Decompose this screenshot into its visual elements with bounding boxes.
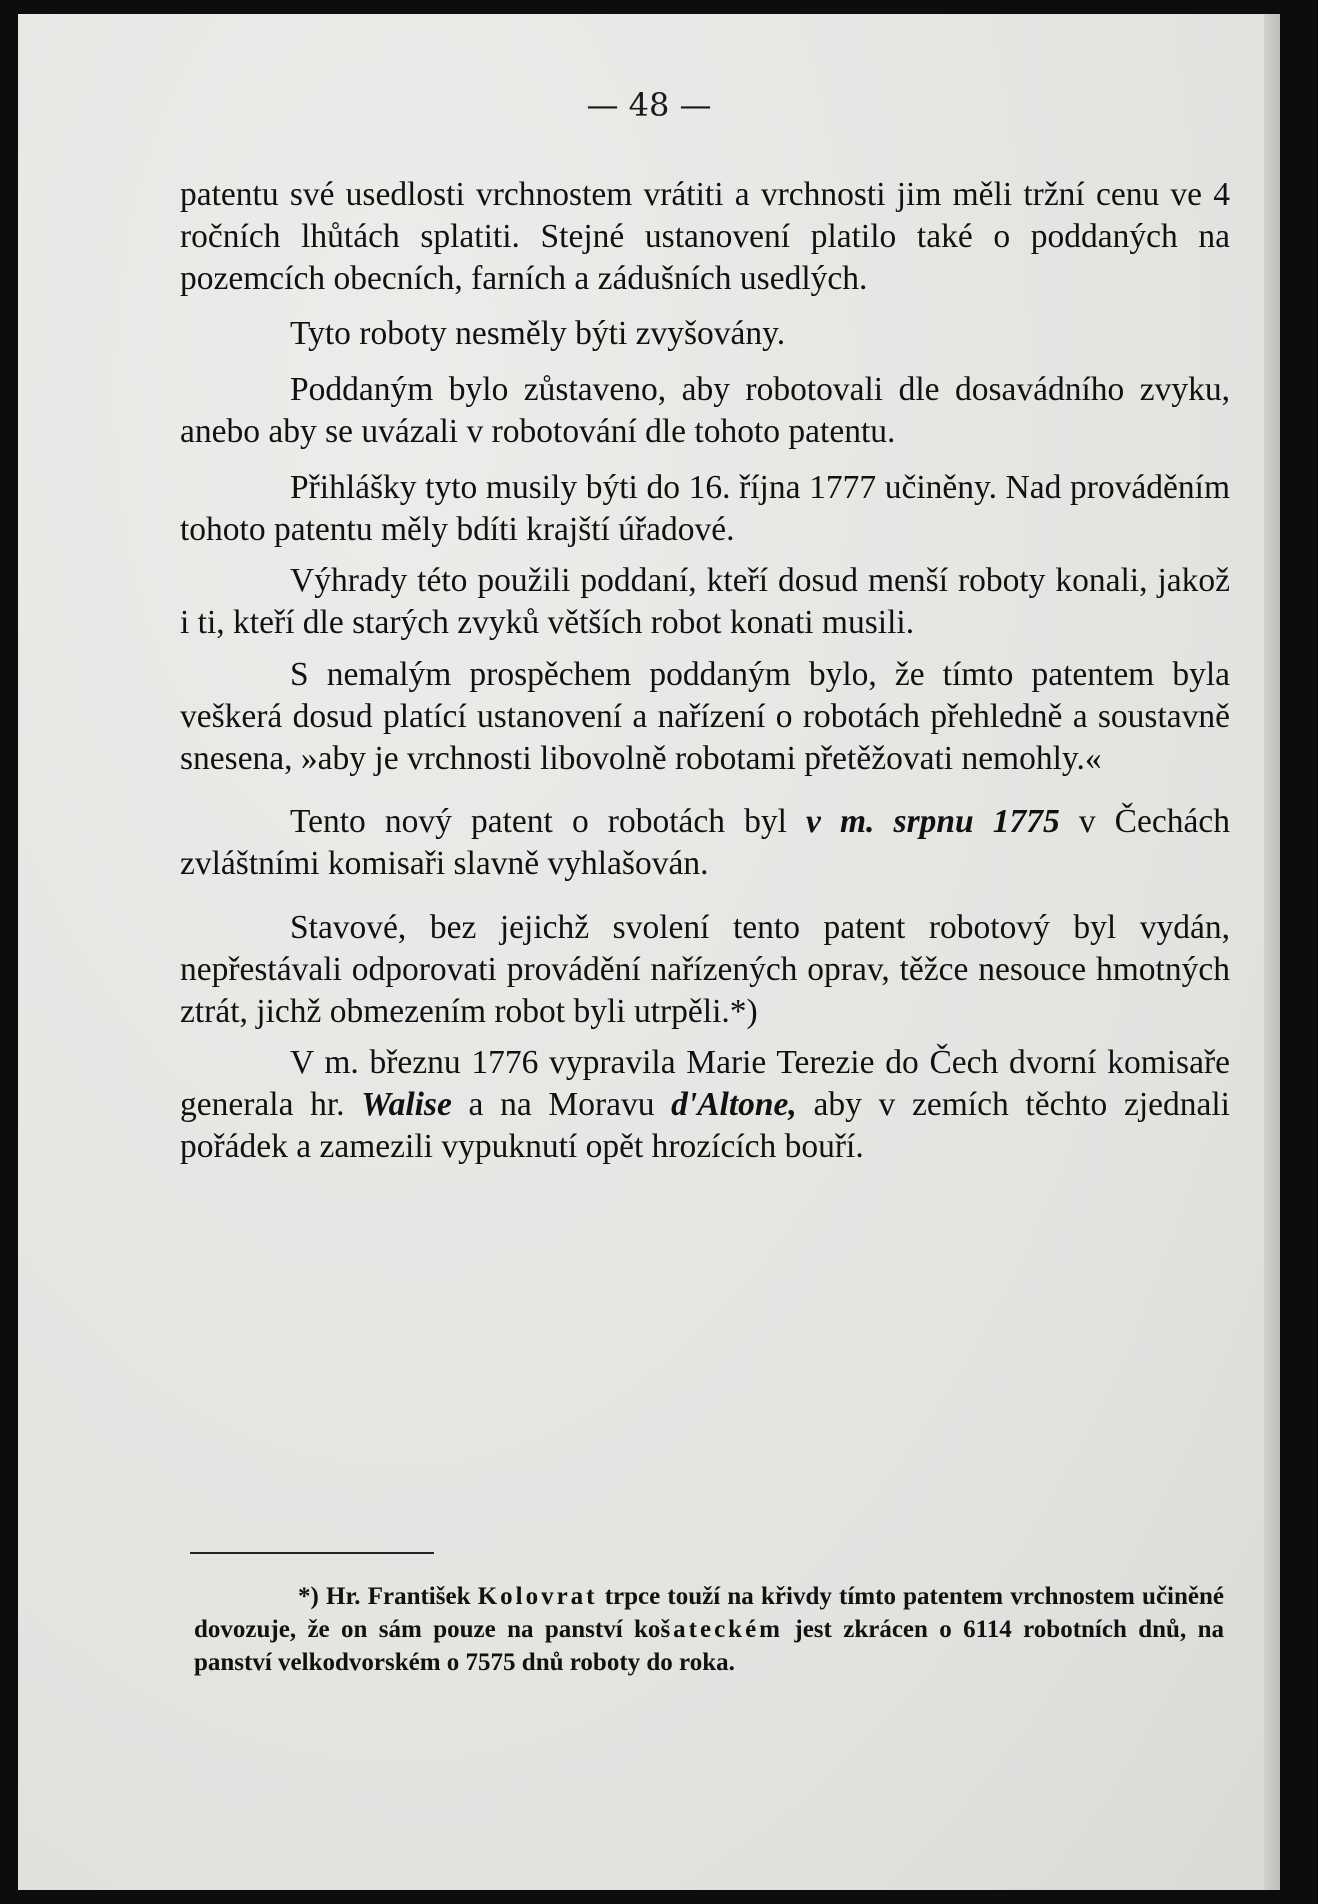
p9-text-before: V m. březnu 1776 vypravila Marie Terezie do Čech dvorní komisaře generala hr. [180, 1044, 1230, 1124]
paragraph-4: Přihlášky tyto musily býti do 16. října 1777 učiněny. Nad prováděním tohoto patentu měly bdíti krajští úřadové. [180, 468, 1230, 548]
footnote-middle: trpce touží na křivdy tímto patentem vrchnostem učiněné dovozuje, že on sám pouze na panství ko [194, 1583, 1224, 1643]
page-edge [1264, 14, 1280, 1890]
p9-name-walise: Walise [361, 1086, 452, 1124]
p9-text-middle: a na Moravu [451, 1086, 672, 1124]
paragraph-2: Tyto roboty nesměly býti zvyšovány. [290, 315, 786, 353]
p7-date: v m. srpnu 1775 [806, 803, 1060, 841]
p9-text-after: aby v zemích těchto zjednali pořádek a zamezili vypuknutí opět hrozících bouří. [180, 1086, 1230, 1165]
paragraph-9 [180, 1042, 1230, 1167]
footnote-name-kolovrat: Kolovrat [477, 1583, 598, 1610]
paragraph-8: Stavové, bez jejichž svolení tento patent robotový byl vydán, nepřestávali odporovati provádění nařízených oprav, těžce nesouce hmotných ztrát, jichž obmezením robot byli utrpěli.*) [180, 908, 1230, 1030]
paragraph-6: S nemalým prospěchem poddaným bylo, že tímto patentem byla veškerá dosud platící ustanovení a nařízení o robotách přehledně a soustavně snesena, »aby je vrchnosti libovolně robotami přetěžovati nemohly.« [180, 655, 1230, 777]
footnote-text [194, 1580, 1224, 1679]
p7-text-before: Tento nový patent o robotách byl [290, 803, 807, 841]
footnote-after: jest zkrácen o 6114 robotních dnů, na panství velkodvorském o 7575 dnů roboty do roka. [194, 1616, 1224, 1676]
paragraph-3: Poddaným bylo zůstaveno, aby robotovali dle dosavádního zvyku, anebo aby se uvázali v robotování dle tohoto patentu. [180, 371, 1230, 450]
paragraph-7 [180, 801, 1230, 885]
page-number: — 48 — [586, 86, 712, 124]
book-page [18, 14, 1280, 1890]
footnote [194, 1580, 1224, 1679]
p9-name-altone: d'Altone, [671, 1086, 797, 1124]
body-text [180, 174, 1230, 1182]
footnote-divider [190, 1552, 434, 1554]
footnote-word-kosatecky: šateckém [660, 1616, 784, 1643]
paragraph-5: Výhrady této použili poddaní, kteří dosud menší roboty konali, jakož i ti, kteří dle starých zvyků větších robot konati musili. [180, 562, 1230, 642]
footnote-before: *) Hr. František [298, 1583, 478, 1610]
p7-text-after: v Čechách zvláštními komisaři slavně vyhlašován. [180, 803, 1231, 883]
paragraph-1: patentu své usedlosti vrchnostem vrátiti a vrchnosti jim měli tržní cenu ve 4 ročních lhůtách splatiti. Stejné ustanovení platilo také o poddaných na pozemcích obecních, farních a zádušních usedlých. [180, 176, 1230, 297]
